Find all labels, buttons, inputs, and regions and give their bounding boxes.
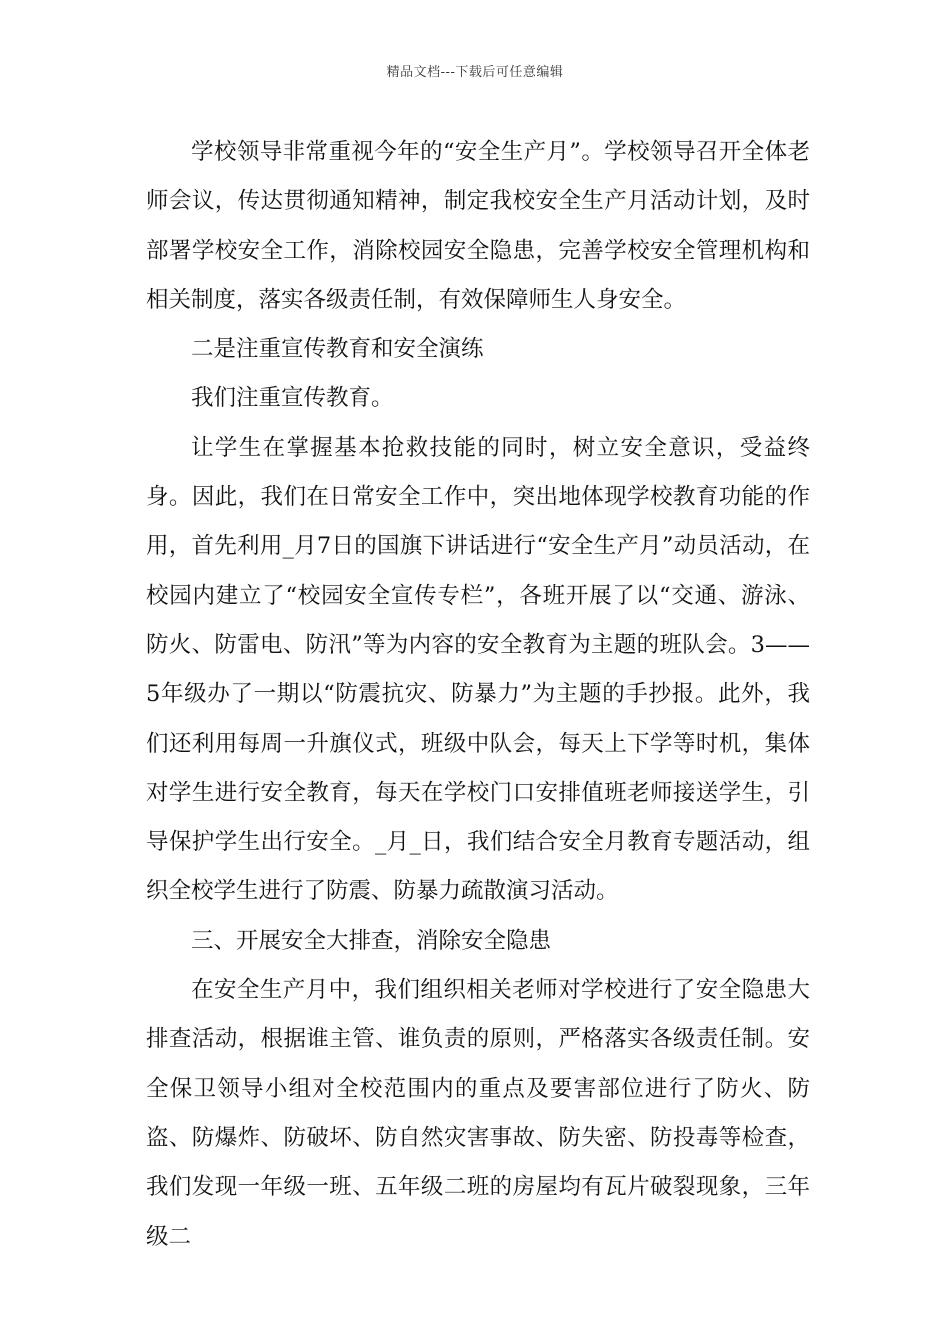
paragraph-inspection-detail: 在安全生产月中，我们组织相关老师对学校进行了安全隐患大排查活动，根据谁主管、谁负责的原则，严格落实各级责任制。安全保卫领导小组对全校范围内的重点及要害部位进行了防火、防盗、防爆炸、防破坏、防自然灾害事故、防失密、防投毒等检查，我们发现一年级一班、五年级二班的房屋均有瓦片破裂现象，三年级二 — [146, 977, 810, 1250]
paragraph-publicity-detail: 让学生在掌握基本抢救技能的同时，树立安全意识，受益终身。因此，我们在日常安全工作中，突出地体现学校教育功能的作用，首先利用_月7日的国旗下讲话进行“安全生产月”动员活动，在校园内建立了“校园安全宣传专栏”，各班开展了以“交通、游泳、防火、防雷电、防汛”等为内容的安全教育为主题的班队会。3——5年级办了一期以“防震抗灾、防暴力”为主题的手抄报。此外，我们还利用每周一升旗仪式，班级中队会，每天上下学等时机，集体对学生进行安全教育，每天在学校门口安排值班老师接送学生，引导保护学生出行安全。_月_日，我们结合安全月教育专题活动，组织全校学生进行了防震、防暴力疏散演习活动。 — [146, 434, 810, 905]
paragraph-leadership: 学校领导非常重视今年的“安全生产月”。学校领导召开全体老师会议，传达贯彻通知精神，制定我校安全生产月活动计划，及时部署学校安全工作，消除校园安全隐患，完善学校安全管理机构和相关制度，落实各级责任制，有效保障师生人身安全。 — [146, 139, 810, 313]
paragraph-heading-publicity: 二是注重宣传教育和安全演练 — [191, 336, 484, 363]
document-body — [146, 128, 810, 1262]
paragraph-heading-inspection: 三、开展安全大排查，消除安全隐患 — [191, 927, 552, 954]
paragraph-publicity-intro: 我们注重宣传教育。 — [191, 385, 394, 412]
page-header: 精品文档---下载后可任意编辑 — [386, 65, 564, 80]
